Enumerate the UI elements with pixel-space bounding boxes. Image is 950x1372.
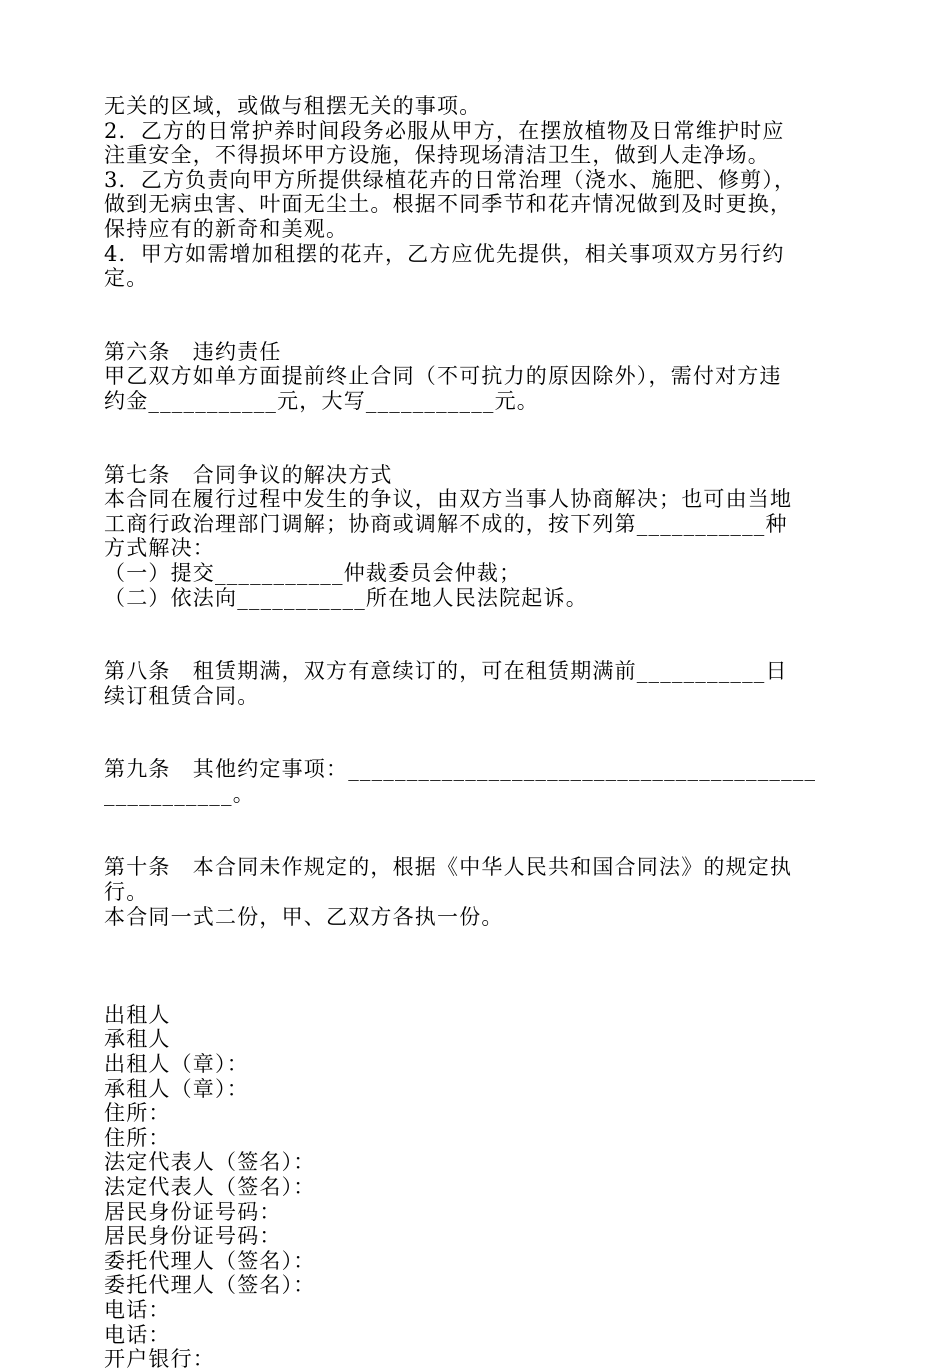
section5-item3-line: 3．乙方负责向甲方所提供绿植花卉的日常治理（浇水、施肥、修剪），: [104, 167, 797, 192]
signature-agent: 委托代理人（签名）：: [104, 1273, 316, 1298]
paragraph-gap: [104, 291, 864, 340]
section9-text-line: ___________。: [104, 781, 255, 806]
paragraph-gap: [104, 806, 864, 855]
signature-lessor: 出租人: [104, 1002, 171, 1027]
signature-lessee: 承租人: [104, 1027, 171, 1052]
section5-item4-line: 4．甲方如需增加租摆的花卉，乙方应优先提供，相关事项双方另行约: [104, 241, 785, 266]
section5-item3-line: 保持应有的新奇和美观。: [104, 216, 349, 241]
contract-page: [104, 94, 864, 1372]
section7-heading: 第七条 合同争议的解决方式: [104, 462, 393, 487]
section6-text-line: 约金___________元，大写___________元。: [104, 388, 539, 413]
signature-legal-rep: 法定代表人（签名）：: [104, 1175, 316, 1199]
section5-text-line: 无关的区域，或做与租摆无关的事项。: [104, 94, 482, 118]
section7-option-arbitration: （一）提交___________仲裁委员会仲裁；: [104, 560, 522, 585]
signature-address: 住所：: [104, 1125, 171, 1150]
signature-address: 住所：: [104, 1101, 171, 1126]
section8-text-line: 续订租赁合同。: [104, 683, 260, 708]
section7-text-line: 方式解决：: [104, 536, 215, 561]
section5-item4-line: 定。: [104, 266, 149, 291]
paragraph-gap: [104, 708, 864, 757]
signature-phone: 电话：: [104, 1297, 171, 1322]
section8-text-line: 第八条 租赁期满，双方有意续订的，可在租赁期满前___________日: [104, 659, 788, 684]
signature-legal-rep: 法定代表人（签名）：: [104, 1150, 316, 1175]
section5-item3-line: 做到无病虫害、叶面无尘土。根据不同季节和花卉情况做到及时更换，: [104, 192, 793, 217]
signature-agent: 委托代理人（签名）：: [104, 1248, 316, 1273]
signature-lessee-seal: 承租人（章）：: [104, 1076, 249, 1101]
section7-text-line: 本合同在履行过程中发生的争议，由双方当事人协商解决；也可由当地: [104, 487, 793, 512]
section10-copies-line: 本合同一式二份，甲、乙双方各执一份。: [104, 904, 504, 929]
signature-phone: 电话：: [104, 1322, 171, 1347]
signature-bank: 开户银行：: [104, 1347, 215, 1372]
paragraph-gap: [104, 610, 864, 659]
section9-text-line: 第九条 其他约定事项：________________________________________: [104, 757, 817, 782]
section7-text-line: 工商行政治理部门调解；协商或调解不成的，按下列第___________种: [104, 511, 788, 536]
section6-heading: 第六条 违约责任: [104, 339, 282, 364]
section10-text-line: 第十条 本合同未作规定的，根据《中华人民共和国合同法》的规定执: [104, 855, 793, 880]
signature-lessor-seal: 出租人（章）：: [104, 1052, 249, 1077]
section6-text-line: 甲乙双方如单方面提前终止合同（不可抗力的原因除外），需付对方违: [104, 364, 782, 389]
paragraph-gap: [104, 929, 864, 978]
signature-id-number: 居民身份证号码：: [104, 1224, 282, 1249]
signature-id-number: 居民身份证号码：: [104, 1199, 282, 1224]
section5-item2-line: 注重安全，不得损坏甲方设施，保持现场清洁卫生，做到人走净场。: [104, 143, 770, 168]
section10-text-line: 行。: [104, 880, 149, 905]
paragraph-gap: [104, 414, 864, 463]
section7-option-court: （二）依法向___________所在地人民法院起诉。: [104, 585, 588, 610]
paragraph-gap: [104, 978, 864, 1003]
section5-item2-line: 2．乙方的日常护养时间段务必服从甲方，在摆放植物及日常维护时应: [104, 118, 785, 143]
